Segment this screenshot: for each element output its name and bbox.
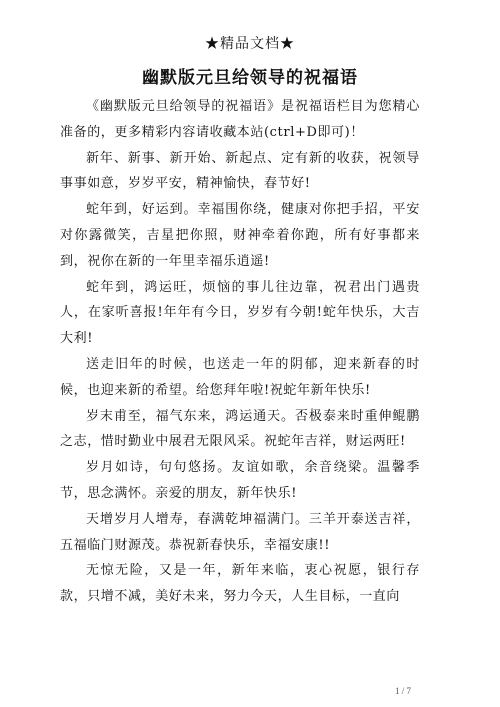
paragraph-5: 岁末甫至，福气东来，鸿运通天。否极泰来时重伸鲲鹏之志，惜时勤业中展君无限风采。祝蛇年吉祥，财运两旺! bbox=[60, 408, 420, 450]
page-header: ★精品文档★ bbox=[205, 36, 295, 52]
paragraph-6: 岁月如诗，句句悠扬。友谊如歌，余音绕梁。温馨季节，思念满怀。亲爱的朋友，新年快乐! bbox=[60, 460, 420, 501]
paragraph-7: 天增岁月人增寿，春满乾坤福满门。三羊开泰送吉祥，五福临门财源茂。恭祝新春快乐，幸福安康!! bbox=[60, 511, 420, 553]
paragraph-8: 无惊无险，又是一年，新年来临，衷心祝愿，银行存款，只增不减，美好未来，努力今天，人生目标，一直向 bbox=[60, 563, 420, 605]
document-body bbox=[60, 94, 420, 610]
paragraph-1: 新年、新事、新开始、新起点、定有新的收获，祝领导事事如意，岁岁平安，精神愉快，春节好! bbox=[60, 150, 420, 192]
paragraph-4: 送走旧年的时候，也送走一年的阴郁，迎来新春的时候，也迎来新的希望。给您拜年啦!祝蛇年新年快乐! bbox=[60, 356, 420, 398]
paragraph-3: 蛇年到，鸿运旺，烦恼的事儿往边靠，祝君出门遇贵人，在家听喜报!年年有今日，岁岁有今朝!蛇年快乐，大吉大利! bbox=[60, 279, 420, 347]
paragraph-2: 蛇年到，好运到。幸福围你绕，健康对你把手招，平安对你露微笑，吉星把你照，财神牵着你跑，所有好事都来到，祝你在新的一年里幸福乐逍遥! bbox=[60, 202, 420, 269]
page-number: 1 / 7 bbox=[395, 686, 412, 696]
document-title: 幽默版元旦给领导的祝福语 bbox=[142, 68, 358, 88]
paragraph-intro: 《幽默版元旦给领导的祝福语》是祝福语栏目为您精心准备的，更多精彩内容请收藏本站(ctrl+D即可)！ bbox=[60, 99, 420, 140]
